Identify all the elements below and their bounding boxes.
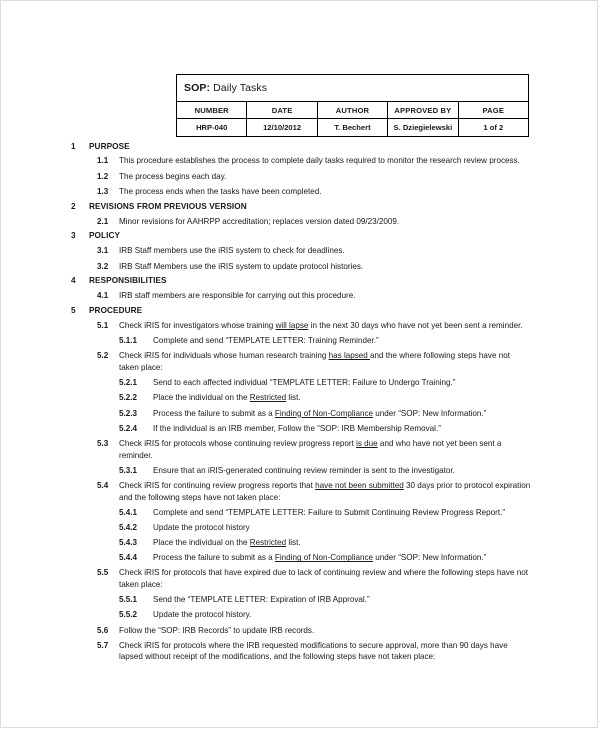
text-run: under “SOP: New Information.” [373,553,487,563]
underlined-phrase: has lapsed [328,351,371,361]
subclause-number: 5.2.2 [119,393,138,403]
clause [1,623,599,638]
text-run: and the where following steps have not taken place: [119,351,510,373]
text-run: in the next 30 days who have not yet been sent a reminder. [308,321,523,331]
text-run: and who have not yet been sent a reminder. [119,438,502,460]
subclause-number: 5.2.4 [119,423,138,433]
text-run: Check iRIS for continuing review progress reports that [119,480,316,490]
clause-number: 5.2 [97,351,109,361]
clause [1,289,599,304]
underlined-phrase: will lapse [275,321,309,331]
subclause-text: Complete and send “TEMPLATE LETTER: Failure to Submit Continuing Review Progress Report.” [153,507,506,517]
subclause-text [153,392,531,404]
subclause [1,551,599,566]
subclause [1,535,599,550]
clause-text: This procedure establishes the process to complete daily tasks required to monitor the research review process. [119,156,520,166]
clause-text: IRB Staff members use the iRIS system to check for deadlines. [119,246,345,256]
sop-title-label: SOP: [184,82,211,94]
underlined-phrase: have not been submitted [315,480,404,490]
section-heading-number: 1 [71,141,76,151]
column-header-date: DATE [247,102,317,119]
sop-column-header-row [177,102,529,119]
text-run: Process the failure to submit as a [153,408,275,418]
clause [1,214,599,229]
subclause-number: 5.3.1 [119,465,138,475]
subclause-number: 5.5.1 [119,595,138,605]
clause [1,478,599,505]
subclause-number: 5.4.1 [119,507,138,517]
clause-number: 3.1 [97,246,109,256]
clause [1,566,599,593]
section-heading [1,199,599,214]
subclause-text [153,552,531,564]
subclause-number: 5.1.1 [119,336,138,346]
subclause [1,375,599,390]
sop-title-row [177,75,529,102]
subclause-text: Update the protocol history. [153,610,252,620]
clause-text: Check iRIS for protocols where the IRB requested modifications to secure approval, more than 90 days have lapsed without receipt of the modifications, and the following steps have not taken place: [119,640,508,662]
section-heading-title: PROCEDURE [89,306,143,316]
underlined-phrase: Finding of Non-Compliance [274,408,373,418]
section-heading [1,274,599,289]
clause [1,184,599,199]
underlined-phrase: Finding of Non-Compliance [274,553,373,563]
section-heading-title: RESPONSIBILITIES [89,276,167,286]
clause [1,244,599,259]
section-heading-number: 5 [71,306,76,316]
value-approved-by: S. Dziegielewski [388,119,458,137]
subclause [1,391,599,406]
subclause [1,505,599,520]
subclause [1,421,599,436]
section-heading-title: PURPOSE [89,141,130,151]
clause-number: 1.3 [97,186,109,196]
clause [1,169,599,184]
subclause [1,463,599,478]
sop-header-table [176,74,529,137]
underlined-phrase: Restricted [249,393,287,403]
subclause-number: 5.2.1 [119,378,138,388]
section-heading-number: 3 [71,231,76,241]
value-number: HRP-040 [177,119,247,137]
subclause-text: Send to each affected individual “TEMPLATE LETTER: Failure to Undergo Training.” [153,378,456,388]
subclause-text [153,537,531,549]
subclause [1,592,599,607]
clause-number: 5.3 [97,438,109,448]
subclause-number: 5.4.2 [119,522,138,532]
value-date: 12/10/2012 [247,119,317,137]
text-run: list. [286,538,301,548]
column-header-page: PAGE [458,102,528,119]
clause-number: 5.6 [97,625,109,635]
sop-title-value: Daily Tasks [210,82,268,94]
section-heading [1,229,599,244]
text-run: 30 days prior to protocol expiration and the following steps have not taken place: [119,480,531,502]
section-heading-title: POLICY [89,231,121,241]
subclause [1,608,599,623]
clause-text: The process begins each day. [119,171,227,181]
clause-text: The process ends when the tasks have been completed. [119,186,322,196]
clause [1,436,599,463]
text-run: Check iRIS for protocols whose continuing review progress report [119,438,357,448]
subclause-text: Send the “TEMPLATE LETTER: Expiration of IRB Approval.” [153,595,370,605]
text-run: Check iRIS for investigators whose training [119,321,276,331]
subclause-number: 5.5.2 [119,610,138,620]
text-run: Process the failure to submit as a [153,553,275,563]
clause-number: 2.1 [97,216,109,226]
section-heading-number: 2 [71,201,76,211]
section-heading [1,304,599,319]
clause-number: 1.1 [97,156,109,166]
subclause-text: If the individual is an IRB member, Follow the “SOP: IRB Membership Removal.” [153,423,441,433]
clause-number: 1.2 [97,171,109,181]
clause-text: IRB staff members are responsible for carrying out this procedure. [119,291,356,301]
section-heading [1,139,599,154]
clause-text [119,320,531,332]
clause [1,318,599,333]
subclause-number: 5.4.4 [119,553,138,563]
clause-text: Check iRIS for protocols that have expired due to lack of continuing review and where the following steps have not taken place: [119,568,528,590]
subclause-text: Update the protocol history [153,522,250,532]
clause-text [119,480,531,503]
clause [1,349,599,376]
clause-number: 5.5 [97,568,109,578]
subclause [1,333,599,348]
clause-number: 4.1 [97,291,109,301]
subclause-text: Complete and send “TEMPLATE LETTER: Training Reminder.” [153,336,379,346]
text-run: Place the individual on the [153,393,250,403]
clause-number: 3.2 [97,261,109,271]
column-header-approved-by: APPROVED BY [388,102,458,119]
clause-text: IRB Staff Members use the iRIS system to update protocol histories. [119,261,364,271]
subclause-text [153,408,531,420]
subclause-number: 5.4.3 [119,538,138,548]
clause-number: 5.4 [97,480,109,490]
value-author: T. Bechert [317,119,387,137]
clause-text: Follow the “SOP: IRB Records” to update IRB records. [119,625,315,635]
clause [1,638,599,665]
subclause-number: 5.2.3 [119,408,138,418]
column-header-author: AUTHOR [317,102,387,119]
subclause [1,406,599,421]
clause [1,259,599,274]
underlined-phrase: Restricted [249,538,287,548]
text-run: list. [286,393,301,403]
text-run: Check iRIS for individuals whose human research training [119,351,329,361]
clause-number: 5.7 [97,640,109,650]
sop-title-cell [177,75,529,102]
clause-number: 5.1 [97,321,109,331]
text-run: Place the individual on the [153,538,250,548]
clause-text: Minor revisions for AAHRPP accreditation; replaces version dated 09/23/2009. [119,216,400,226]
section-heading-title: REVISIONS FROM PREVIOUS VERSION [89,201,247,211]
sop-values-row [177,119,529,137]
clause [1,154,599,169]
column-header-number: NUMBER [177,102,247,119]
text-run: under “SOP: New Information.” [373,408,487,418]
value-page: 1 of 2 [458,119,528,137]
subclause-text: Ensure that an iRIS-generated continuing review reminder is sent to the investigator. [153,465,455,475]
document-body [1,139,599,665]
subclause [1,520,599,535]
section-heading-number: 4 [71,276,76,286]
underlined-phrase: is due [356,438,378,448]
clause-text [119,438,531,461]
clause-text [119,350,531,373]
